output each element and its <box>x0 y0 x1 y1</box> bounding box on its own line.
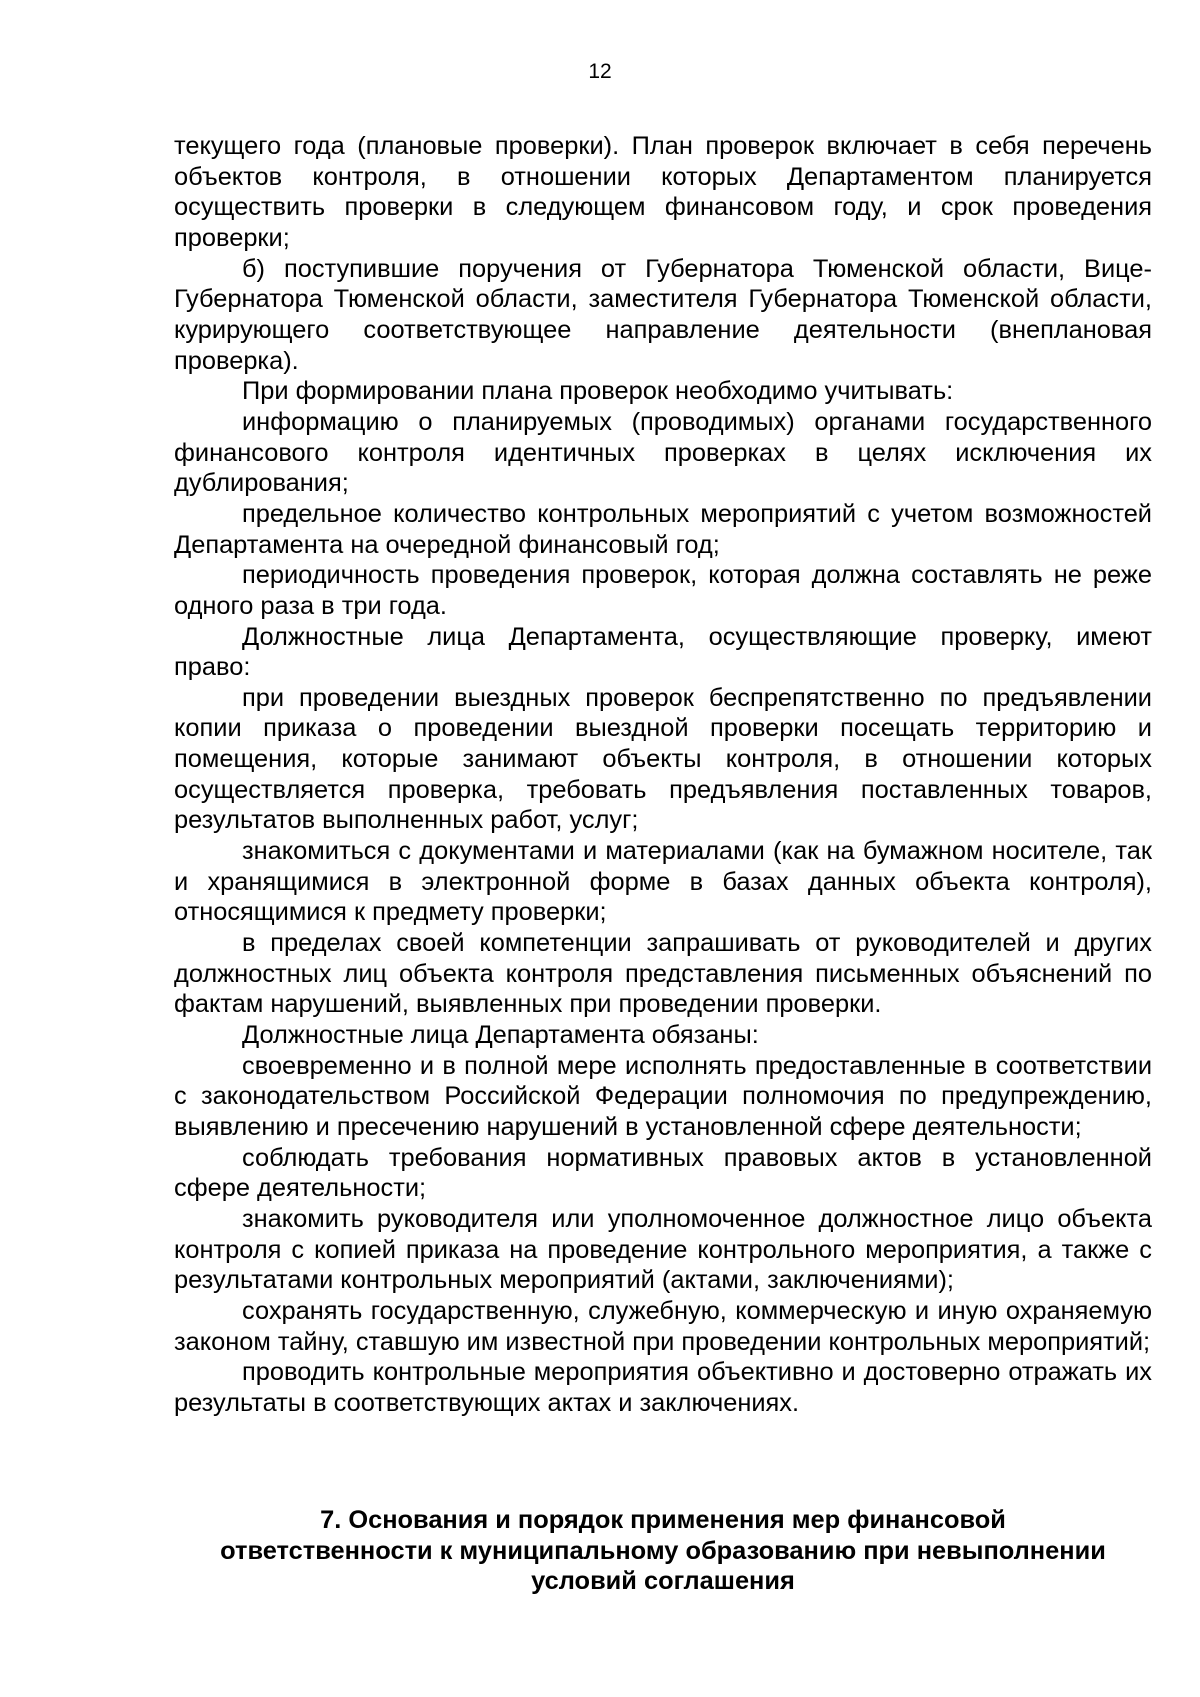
section-heading-line: 7. Основания и порядок применения мер финансовой <box>320 1506 1006 1534</box>
paragraph: сохранять государственную, служебную, коммерческую и иную охраняемую законом тайну, ставшую им известной при проведении контрольных мероприятий; <box>174 1296 1152 1356</box>
paragraph: предельное количество контрольных мероприятий с учетом возможностей Департамента на очередной финансовый год; <box>174 499 1152 559</box>
paragraph-continuation: текущего года (плановые проверки). План проверок включает в себя перечень объектов контроля, в отношении которых Департаментом планируется осуществить проверки в следующем финансовом году, и срок проведения проверки; <box>174 132 1152 252</box>
paragraph: периодичность проведения проверок, которая должна составлять не реже одного раза в три года. <box>174 561 1152 620</box>
page-number: 12 <box>588 60 612 83</box>
paragraph: проводить контрольные мероприятия объективно и достоверно отражать их результаты в соответствующих актах и заключениях. <box>174 1358 1152 1417</box>
paragraph: соблюдать требования нормативных правовых актов в установленной сфере деятельности; <box>174 1143 1152 1203</box>
paragraph: знакомить руководителя или уполномоченное должностное лицо объекта контроля с копией приказа на проведение контрольного мероприятия, а также с результатами контрольных мероприятий (актами, заключениями); <box>174 1204 1152 1295</box>
section-heading-line: условий соглашения <box>531 1567 795 1595</box>
section-heading-line: ответственности к муниципальному образованию при невыполнении <box>220 1536 1106 1565</box>
paragraph: в пределах своей компетенции запрашивать от руководителей и других должностных лиц объекта контроля представления письменных объяснений по фактам нарушений, выявленных при проведении проверки. <box>174 929 1152 1019</box>
paragraph: б) поступившие поручения от Губернатора Тюменской области, Вице-Губернатора Тюменской области, заместителя Губернатора Тюменской области, курирующего соответствующее направление деятельности (внеплановая проверка). <box>174 254 1152 375</box>
paragraph: Должностные лица Департамента, осуществляющие проверку, имеют право: <box>174 622 1152 682</box>
section-heading <box>174 1505 1152 1597</box>
paragraph: своевременно и в полной мере исполнять предоставленные в соответствии с законодательством Российской Федерации полномочия по предупреждению, выявлению и пресечению нарушений в установленной сфере деятельности; <box>174 1051 1152 1141</box>
paragraph: Должностные лица Департамента обязаны: <box>242 1021 759 1050</box>
paragraph: при проведении выездных проверок беспрепятственно по предъявлении копии приказа о проведении выездной проверки посещать территорию и помещения, которые занимают объекты контроля, в отношении которых осуществляется проверка, требовать предъявления поставленных товаров, результатов выполненных работ, услуг; <box>174 683 1152 835</box>
document-body <box>174 131 1152 1419</box>
paragraph: информацию о планируемых (проводимых) органами государственного финансового контроля идентичных проверках в целях исключения их дублирования; <box>174 407 1152 498</box>
paragraph: При формировании плана проверок необходимо учитывать: <box>242 377 954 406</box>
paragraph: знакомиться с документами и материалами (как на бумажном носителе, так и хранящимися в электронной форме в базах данных объекта контроля), относящимися к предмету проверки; <box>174 837 1152 927</box>
